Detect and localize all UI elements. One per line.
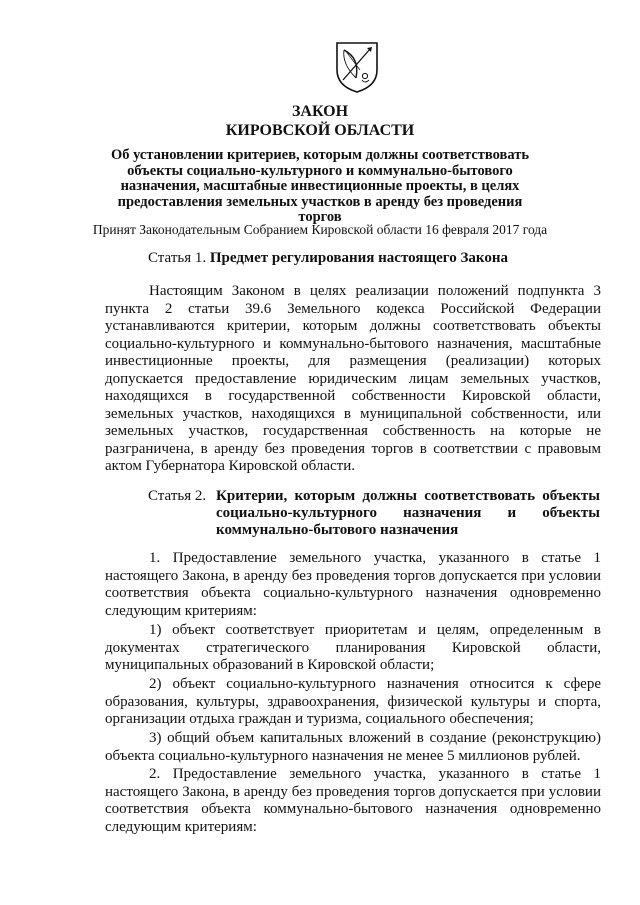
- article-1-text: Настоящим Законом в целях реализации положений подпункта 3 пункта 2 статьи 39.6 Земельного кодекса Российской Федерации устанавливаются критерии, которым должны соответствовать объекты социально-культурного и коммунально-бытового назначения, масштабные инвестиционные проекты, для размещения (реализации) которых допускается предоставление юридическим лицам земельных участков, находящихся в государственной собственности Кировской области, земельных участков, находящихся в муниципальной собственности, или земельных участков, государственная собственность на которые не разграничена, в аренду без проведения торгов в соответствии с правовым актом Губернатора Кировской области.: [105, 283, 601, 474]
- article-2-part-2: 2. Предоставление земельного участка, указанного в статье 1 настоящего Закона, в аренду без проведения торгов допускается при условии соответствия объекта коммунально-бытового назначения одновременно следующим критериям:: [105, 766, 601, 835]
- article-2-heading: [148, 488, 600, 539]
- law-heading: ЗАКОН: [291, 103, 349, 120]
- adoption-note: Принят Законодательным Собранием Кировской области 16 февраля 2017 года: [92, 222, 548, 237]
- article-2-item-3: 3) общий объем капитальных вложений в создание (реконструкцию) объекта социально-культурного назначения не менее 5 миллионов рублей.: [105, 730, 601, 764]
- article-2-item-2: 2) объект социально-культурного назначения относится к сфере образования, культуры, здравоохранения, физической культуры и спорта, организации отдыха граждан и туризма, социального обеспечения;: [105, 676, 601, 727]
- article-1-title: Предмет регулирования настоящего Закона: [209, 250, 508, 266]
- region-heading: КИРОВСКОЙ ОБЛАСТИ: [225, 122, 415, 139]
- article-2-title: Критерии, которым должны соответствовать объекты социально-культурного назначения и объекты коммунально-бытового назначения: [216, 488, 600, 538]
- article-2-part-1: 1. Предоставление земельного участка, указанного в статье 1 настоящего Закона, в аренду без проведения торгов допускается при условии соответствия объекта социально-культурного назначения одновременно следующим критериям:: [105, 550, 601, 619]
- article-2-item-1: 1) объект соответствует приоритетам и целям, определенным в документах стратегического планирования Кировской области, муниципальных образований в Кировской области;: [105, 622, 601, 673]
- article-2-label: Статья 2.: [148, 488, 207, 504]
- article-1-label: Статья 1.: [148, 250, 207, 266]
- coat-of-arms-icon: [334, 40, 380, 94]
- article-1-heading: [148, 250, 508, 267]
- law-subtitle: Об установлении критериев, которым должны соответствовать объекты социально-культурного и коммунально-бытового назначения, масштабные инвестиционные проекты, в целях предоставления земельных участков в аренду без проведения торгов: [110, 147, 530, 225]
